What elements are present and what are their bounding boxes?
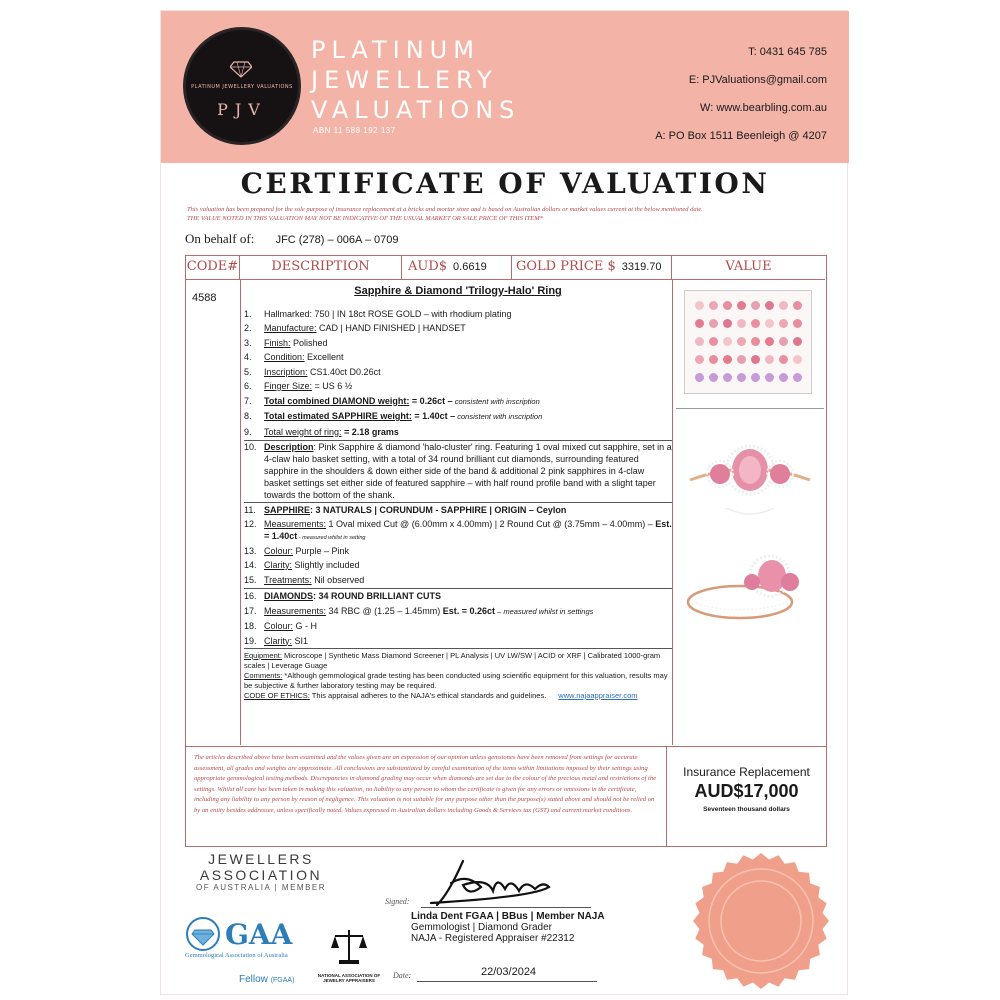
disclaimer-line: This valuation has been prepared for the sole purpose of insurance replacement at a bricks and mortar store and is based on Australian dollars or market values current at the below mentioned date.	[187, 206, 703, 213]
on-behalf-ref: JFC (278) – 006A – 0709	[275, 234, 399, 246]
list-item	[244, 307, 672, 322]
colour-chip	[695, 319, 704, 328]
insurance-label: Insurance Replacement	[683, 765, 810, 779]
colour-chip	[709, 355, 718, 364]
colour-chip	[695, 355, 704, 364]
list-item	[244, 558, 672, 573]
colour-chip	[751, 373, 760, 382]
item-label: Colour:	[264, 621, 294, 631]
list-item	[244, 321, 672, 336]
colour-chip	[723, 373, 732, 382]
item-text: = 2.18 grams	[341, 426, 399, 437]
contact-address: A: PO Box 1511 Beenleigh @ 4207	[655, 130, 827, 142]
item-number: 19.	[244, 635, 257, 646]
list-item	[244, 619, 672, 634]
item-text: : 3 NATURALS | CORUNDUM - SAPPHIRE | ORIGIN – Ceylon	[310, 505, 567, 515]
aud-label: AUD$	[408, 259, 448, 274]
item-text: CS1.40ct D0.26ct	[307, 366, 381, 377]
item-number: 2.	[244, 323, 252, 333]
item-text: 1 Oval mixed Cut @ (6.00mm x 4.00mm) | 2 Round Cut @ (3.75mm – 4.00mm) –	[326, 518, 656, 529]
item-label: Clarity:	[264, 560, 293, 570]
naja-logo	[313, 926, 385, 983]
item-text: : Pink Sapphire & diamond 'halo-cluster' ring. Featuring 1 oval mixed cut sapphire, set in a 4-claw halo basket setting, with a total of 34 round brilliant cut diamonds, surrounding featured sapphire in the shoulders & down either side of the band & additional 2 pink sapphires in 4-claw basket settings set either side of featured sapphire – with half round profile band with a slight taper towards the bottom of the shank.	[264, 442, 672, 500]
item-label: Total weight of ring:	[264, 426, 342, 437]
item-number: 11.	[244, 505, 256, 515]
liability-notes	[185, 747, 667, 847]
list-item	[244, 441, 672, 501]
colour-chip	[793, 373, 802, 382]
item-text: G - H	[293, 621, 318, 631]
item-text: Hallmarked: 750 | IN 18ct ROSE GOLD – with rhodium plating	[264, 308, 512, 319]
gaa-full-name: Gemmological Association of Australia	[185, 952, 288, 959]
contact-details	[655, 45, 827, 157]
list-item	[244, 394, 672, 410]
colour-chip	[695, 301, 704, 310]
aud-value: 0.6619	[453, 261, 487, 273]
colour-chip	[765, 301, 774, 310]
item-text: Slightly included	[292, 560, 360, 570]
item-label: Clarity:	[264, 635, 293, 646]
description-header-label: DESCRIPTION	[271, 259, 370, 274]
item-text: = 0.26ct –	[409, 395, 453, 406]
pjv-logo	[183, 27, 301, 145]
item-text: 34 RBC @ (1.25 – 1.45mm)	[326, 605, 443, 616]
colour-chip	[723, 337, 732, 346]
list-item	[244, 425, 672, 440]
item-number: 7.	[244, 395, 252, 406]
item-label: Total estimated SAPPHIRE weight:	[264, 411, 412, 421]
colour-chip	[751, 301, 760, 310]
colour-chip	[779, 319, 788, 328]
item-number: 12.	[244, 518, 257, 529]
gold-value: 3319.70	[621, 261, 662, 273]
colour-chip	[723, 301, 732, 310]
colour-chip	[695, 373, 704, 382]
colour-chip	[737, 319, 746, 328]
colour-chip	[709, 301, 718, 310]
divider	[244, 648, 672, 649]
item-text: SI1	[292, 635, 309, 646]
colour-chip	[765, 337, 774, 346]
item-text: Nil observed	[311, 574, 365, 585]
item-label: SAPPHIRE	[264, 505, 311, 515]
item-label: Measurements:	[264, 518, 327, 529]
colour-chip	[779, 373, 788, 382]
diamond-icon	[230, 60, 252, 78]
brand-line: PLATINUM	[311, 36, 480, 64]
gold-label: GOLD PRICE $	[516, 259, 616, 274]
contact-email: E: PJValuations@gmail.com	[688, 74, 827, 86]
item-text: Excellent	[304, 352, 344, 362]
jewellers-association-logo	[191, 851, 331, 892]
item-note: consistent with inscription	[452, 396, 540, 406]
insurance-amount-words: Seventeen thousand dollars	[703, 806, 790, 813]
colour-chip	[793, 337, 802, 346]
abn-number: ABN 11 588 192 137	[313, 126, 396, 135]
header-banner	[161, 11, 849, 163]
item-number: 14.	[244, 560, 257, 570]
item-label: Description	[264, 442, 314, 452]
colour-chip	[709, 319, 718, 328]
colour-chip	[737, 373, 746, 382]
equipment-label: Equipment:	[244, 651, 282, 660]
colour-chip	[709, 373, 718, 382]
colour-chip	[751, 355, 760, 364]
colour-chip	[793, 301, 802, 310]
naja-caption: NATIONAL ASSOCIATION OF JEWELRY APPRAISERS	[317, 973, 381, 983]
item-text: CAD | HAND FINISHED | HANDSET	[316, 323, 466, 333]
ja-line: JEWELLERS	[208, 851, 314, 867]
gaa-diamond-icon	[185, 916, 221, 952]
equipment-notes	[244, 651, 672, 701]
colour-chip	[765, 373, 774, 382]
list-item	[244, 350, 672, 365]
colour-chip	[779, 337, 788, 346]
contact-web: W: www.bearbling.com.au	[700, 102, 827, 114]
item-number: 17.	[244, 605, 257, 616]
list-item	[244, 409, 672, 425]
list-item	[244, 379, 672, 394]
item-text: = 1.40ct –	[411, 411, 456, 421]
valuation-table	[185, 255, 827, 747]
item-label: Manufacture:	[264, 323, 317, 333]
item-text: Polished	[290, 337, 328, 348]
item-number: 3.	[244, 337, 252, 348]
value-header	[672, 256, 825, 280]
item-number: 6.	[244, 381, 252, 391]
item-note: - measured whilst in setting	[297, 534, 366, 541]
fellow-text: Fellow	[239, 974, 268, 985]
divider	[676, 408, 824, 409]
item-label: DIAMONDS	[264, 591, 313, 601]
certificate-title: CERTIFICATE OF VALUATION	[240, 167, 770, 200]
signer-role: Gemmologist | Diamond Grader	[411, 922, 552, 933]
ja-line: ASSOCIATION	[199, 867, 323, 883]
item-number: 10.	[244, 442, 257, 452]
ja-line: OF AUSTRALIA | MEMBER	[195, 883, 327, 892]
contact-phone: T: 0431 645 785	[748, 46, 827, 58]
value-images-column	[672, 280, 825, 745]
colour-chip	[709, 337, 718, 346]
item-number: 15.	[244, 574, 257, 585]
insurance-replacement-box	[667, 747, 827, 847]
item-code: 4588	[192, 292, 217, 304]
item-description	[244, 284, 672, 701]
comments-label: Comments:	[244, 671, 283, 680]
colour-chip	[793, 355, 802, 364]
equipment-text: Microscope | Synthetic Mass Diamond Screener | PL Analysis | UV LW/SW | ACID or XRF | Calibrated 1000-gram scales | Leverage Guage	[244, 651, 661, 670]
colour-chip	[723, 319, 732, 328]
colour-chip	[737, 301, 746, 310]
certificate-page	[160, 10, 848, 995]
colour-chip	[765, 319, 774, 328]
fellow-label	[239, 974, 294, 985]
gold-price-header	[512, 256, 672, 280]
item-label: Condition:	[264, 352, 305, 362]
signed-label: Signed:	[385, 897, 410, 906]
list-item	[244, 604, 672, 620]
item-label: Colour:	[264, 545, 294, 556]
fine-print: The articles described above have been examined and the values given are an expression of our opinion unless gemstones have been removed from settings for accurate assessment, all grades and weights are approximate. All conclusions are substantiated by careful examination of the items within limitations imposed by their settings using appropriate gemmological testing methods. Discrepancies in diamond grading may occur when diamonds are set due to the colour of the precious metal and restrictions of the settings. Whilst all care has been taken in making this valuation, no liability to any person to whom the certificate is given for any errors or omissions in the certificate, including any liability to any person by reason of negligence. This valuation is not suitable for any purpose other than the purpose(s) stated above and should not be relied on by an entity besides addressee, unless specifically noted. Values expressed in Australian dollars including Goods & Services tax (GST) and current market conditions.	[194, 754, 657, 814]
item-text: Purple – Pink	[293, 545, 350, 556]
item-label: Total combined DIAMOND weight:	[264, 395, 410, 406]
ethics-label: CODE OF ETHICS:	[244, 691, 310, 700]
item-estimate: Est. = 1.40ct	[264, 518, 672, 541]
signer-name: Linda Dent FGAA | BBus | Member NAJA	[411, 911, 605, 922]
item-note: consistent with inscription	[455, 412, 543, 421]
colour-chip	[751, 319, 760, 328]
item-number: 16.	[244, 591, 257, 601]
on-behalf-label: On behalf of:	[185, 231, 255, 246]
item-title: Sapphire & Diamond 'Trilogy-Halo' Ring	[354, 285, 562, 297]
naja-website-link[interactable]: www.najaappraiser.com	[558, 691, 638, 700]
column-divider	[240, 280, 241, 745]
description-header	[240, 256, 402, 280]
item-number: 13.	[244, 545, 257, 556]
list-item	[244, 634, 672, 649]
embossed-seal	[691, 851, 831, 991]
list-item	[244, 589, 672, 604]
code-header	[186, 256, 240, 280]
colour-chip	[779, 355, 788, 364]
item-text: = US 6 ½	[312, 381, 353, 391]
on-behalf-of	[185, 231, 398, 247]
item-label: Treatments:	[264, 574, 312, 585]
colour-chip	[793, 319, 802, 328]
logo-monogram: PJV	[217, 100, 267, 119]
insurance-amount: AUD$17,000	[694, 781, 799, 801]
list-item	[244, 518, 672, 544]
gaa-abbr: GAA	[225, 917, 293, 951]
colour-chip	[779, 301, 788, 310]
item-number: 8.	[244, 411, 252, 421]
sapphire-colour-chart-image	[684, 290, 812, 394]
item-text: : 34 ROUND BRILLIANT CUTS	[313, 591, 441, 601]
item-label: Finish:	[264, 337, 291, 348]
item-number: 4.	[244, 352, 252, 362]
ring-top-view-image	[686, 428, 814, 518]
date-value: 22/03/2024	[481, 966, 537, 978]
brand-line: VALUATIONS	[311, 96, 521, 124]
colour-chip	[737, 337, 746, 346]
signer-details	[411, 911, 605, 944]
item-number: 9.	[244, 426, 252, 437]
list-item	[244, 336, 672, 351]
signature-line	[421, 907, 591, 908]
item-estimate: Est. = 0.26ct	[442, 605, 496, 616]
colour-chip	[765, 355, 774, 364]
brand-line: JEWELLERY	[311, 66, 498, 94]
disclaimer-line: THE VALUE NOTED IN THIS VALUATION MAY NOT BE INDICATIVE OF THE USUAL MARKET OR SALE PRICE OF THIS ITEM*	[187, 215, 543, 222]
signature-image	[423, 853, 593, 913]
list-item	[244, 544, 672, 559]
valuation-disclaimer	[187, 205, 837, 223]
ring-side-view-image	[678, 542, 818, 634]
colour-chip	[723, 355, 732, 364]
ethics-text: This appraisal adheres to the NAJA's ethical standards and guidelines.	[309, 691, 547, 700]
list-item	[244, 503, 672, 518]
gaa-logo	[185, 916, 305, 985]
item-label: Finger Size:	[264, 381, 313, 391]
brand-name	[311, 35, 520, 125]
colour-chip	[737, 355, 746, 364]
colour-chip	[751, 337, 760, 346]
value-header-label: VALUE	[725, 259, 772, 274]
item-number: 5.	[244, 366, 252, 377]
fellow-abbr: (FGAA)	[270, 977, 295, 984]
signer-registration: NAJA - Registered Appraiser #22312	[411, 933, 575, 944]
item-label: Inscription:	[264, 366, 308, 377]
scales-icon	[329, 926, 369, 966]
date-label: Date:	[393, 971, 412, 980]
colour-chip	[695, 337, 704, 346]
item-number: 18.	[244, 621, 257, 631]
date-line	[417, 981, 597, 982]
comments-text: *Although gemmological grade testing has been conducted using scientific equipment for this valuation, results may be subjective & further laboratory testing may be required.	[244, 671, 668, 690]
list-item	[244, 573, 672, 588]
code-header-label: CODE#	[186, 259, 239, 274]
item-note: – measured whilst in settings	[495, 606, 594, 616]
aud-header	[402, 256, 512, 280]
item-label: Measurements:	[264, 605, 327, 616]
logo-ring-text: PLATINUM JEWELLERY VALUATIONS	[191, 84, 293, 90]
list-item	[244, 365, 672, 380]
item-number: 1.	[244, 308, 252, 319]
